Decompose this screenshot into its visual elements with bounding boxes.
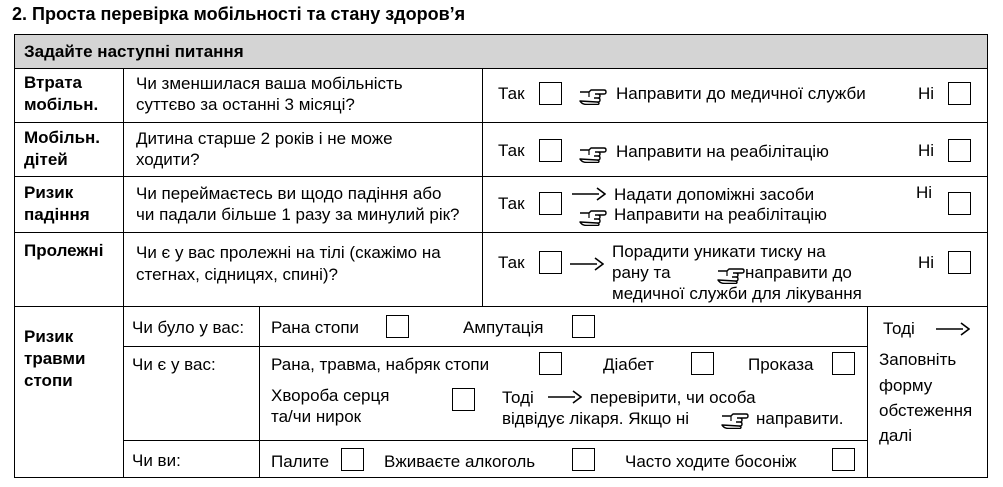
heart-kidney-label-1: Хвороба серця [271, 386, 390, 405]
row-mobility-loss-question-1: Чи зменшилася ваша мобільність [136, 74, 403, 93]
arrow-right-icon [570, 257, 604, 271]
arrow-right-icon [936, 322, 970, 336]
no-checkbox[interactable] [948, 251, 971, 274]
no-label: Ні [918, 253, 935, 272]
yes-checkbox[interactable] [539, 192, 562, 215]
row-child-mobility-question-2: ходити? [136, 150, 200, 169]
smoke-checkbox[interactable] [341, 448, 364, 471]
row-pressure-sores-question-1: Чи є у вас пролежні на тілі (скажімо на [136, 243, 441, 262]
no-label: Ні [918, 141, 935, 160]
foot-risk-label-2: травми [24, 349, 86, 368]
action-assistive-devices: Надати допоміжні засоби [614, 185, 815, 204]
pointing-hand-icon [716, 262, 746, 284]
yes-checkbox[interactable] [539, 139, 562, 162]
check-doctor-text-2: відвідує лікаря. Якщо ні [502, 409, 690, 428]
row-mobility-loss-label-2: мобільн. [24, 95, 99, 114]
check-doctor-text-1: перевірити, чи особа [590, 388, 756, 407]
foot-risk-label-1: Ризик [24, 327, 74, 346]
action-avoid-pressure-2b: направити до [745, 263, 852, 282]
foot-injury-label: Рана, травма, набряк стопи [271, 355, 490, 374]
no-checkbox[interactable] [948, 139, 971, 162]
leprosy-checkbox[interactable] [832, 352, 855, 375]
row-child-mobility-label-2: дітей [24, 150, 68, 169]
foot-wound-label: Рана стопи [271, 318, 360, 337]
action-refer-medical: Направити до медичної служби [616, 84, 866, 103]
arrow-right-icon [548, 390, 582, 404]
then-label: Тоді [883, 319, 915, 338]
diabetes-checkbox[interactable] [691, 352, 714, 375]
fill-form-1: Заповніть [879, 350, 957, 369]
row-fall-risk-label-2: падіння [24, 205, 90, 224]
amputation-checkbox[interactable] [572, 315, 595, 338]
fill-form-2: форму [879, 376, 933, 395]
table-header-text: Задайте наступні питання [24, 42, 244, 61]
action-avoid-pressure-1: Порадити уникати тиску на [612, 242, 826, 261]
row-child-mobility-label-1: Мобільн. [24, 128, 101, 147]
row-mobility-loss-question-2: суттєво за останні 3 місяці? [136, 95, 355, 114]
pointing-hand-icon [720, 407, 750, 429]
smoke-label: Палите [271, 452, 330, 471]
yes-checkbox[interactable] [539, 82, 562, 105]
fill-form-3: обстеження [879, 401, 973, 420]
row-fall-risk-question-2: чи падали більше 1 разу за минулий рік? [136, 205, 460, 224]
row-pressure-sores-question-2: стегнах, сідницях, спині)? [136, 265, 338, 284]
row-child-mobility-question-1: Дитина старше 2 років і не може [136, 129, 393, 148]
pointing-hand-icon [578, 141, 608, 163]
amputation-label: Ампутація [463, 318, 544, 337]
no-label: Ні [916, 183, 933, 202]
foot-risk-label-3: стопи [24, 371, 73, 390]
foot-injury-checkbox[interactable] [539, 352, 562, 375]
no-label: Ні [918, 84, 935, 103]
check-doctor-refer: направити. [756, 409, 844, 428]
have-label: Чи є у вас: [132, 355, 216, 374]
action-avoid-pressure-2a: рану та [612, 263, 671, 282]
diabetes-label: Діабет [603, 355, 654, 374]
leprosy-label: Проказа [748, 355, 814, 374]
had-label: Чи було у вас: [132, 318, 245, 337]
yes-label: Так [498, 84, 525, 103]
foot-wound-checkbox[interactable] [386, 315, 409, 338]
action-refer-rehab: Направити на реабілітацію [616, 142, 829, 161]
yes-label: Так [498, 141, 525, 160]
barefoot-label: Часто ходите босоніж [625, 452, 797, 471]
no-checkbox[interactable] [948, 82, 971, 105]
row-mobility-loss-label-1: Втрата [24, 73, 82, 92]
yes-label: Так [498, 253, 525, 272]
alcohol-checkbox[interactable] [572, 448, 595, 471]
yes-label: Так [498, 194, 525, 213]
pointing-hand-icon [578, 204, 608, 226]
heart-kidney-label-2: та/чи нирок [271, 407, 362, 426]
barefoot-checkbox[interactable] [832, 448, 855, 471]
action-avoid-pressure-3: медичної служби для лікування [612, 284, 862, 303]
you-label: Чи ви: [132, 451, 181, 470]
arrow-right-icon [572, 187, 606, 201]
action-refer-rehab: Направити на реабілітацію [614, 205, 827, 224]
check-doctor-then: Тоді [502, 388, 534, 407]
row-fall-risk-question-1: Чи переймаєтесь ви щодо падіння або [136, 184, 442, 203]
pointing-hand-icon [578, 83, 608, 105]
no-checkbox[interactable] [948, 192, 971, 215]
row-pressure-sores-label: Пролежні [24, 241, 104, 260]
alcohol-label: Вживаєте алкоголь [384, 452, 536, 471]
yes-checkbox[interactable] [539, 251, 562, 274]
fill-form-4: далі [879, 426, 913, 445]
heart-kidney-checkbox[interactable] [452, 388, 475, 411]
section-title: 2. Проста перевірка мобільності та стану здоров’я [12, 4, 466, 24]
row-fall-risk-label-1: Ризик [24, 183, 74, 202]
